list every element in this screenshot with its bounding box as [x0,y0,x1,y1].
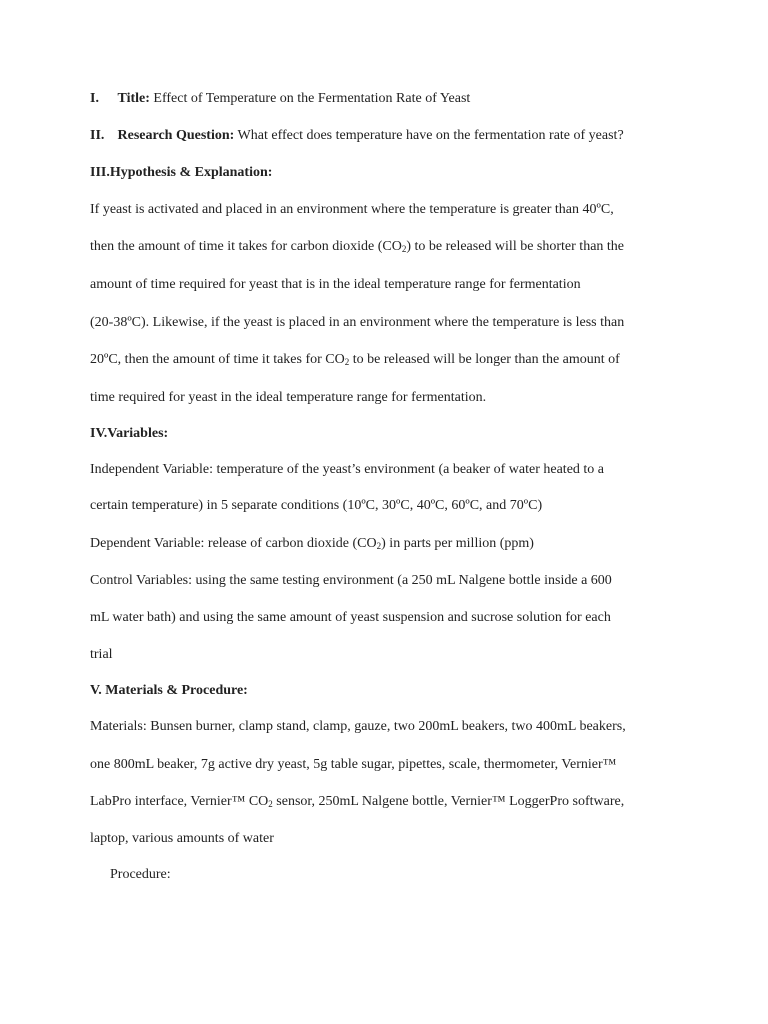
research-question-line [90,127,624,145]
text-run: ) in parts per million (ppm) [381,536,534,551]
section-number: I. [90,91,99,106]
subscript: 2 [376,541,382,551]
hypothesis-line-6: time required for yeast in the ideal temperature range for fermentation. [90,390,487,405]
section-label: Title: [117,91,150,106]
materials-line-4: laptop, various amounts of water [90,831,274,846]
control-variables-line-1: Control Variables: using the same testing environment (a 250 mL Nalgene bottle inside a 600 [90,573,612,588]
control-variables-line-2: mL water bath) and using the same amount of yeast suspension and sucrose solution for each [90,610,611,625]
text-run: sensor, 250mL Nalgene bottle, Vernier™ LoggerPro software, [272,794,625,809]
text-run: LabPro interface, Vernier™ CO [90,794,269,809]
research-question-text: What effect does temperature have on the fermentation rate of yeast? [237,128,624,143]
hypothesis-line-4: (20-38ºC). Likewise, if the yeast is placed in an environment where the temperature is less than [90,315,625,330]
text-run: Dependent Variable: release of carbon dioxide (CO [90,536,377,551]
text-run: to be released will be longer than the amount of [349,352,620,367]
section-label: Research Question: [117,128,235,143]
hypothesis-line-5 [90,351,620,369]
hypothesis-line-1: If yeast is activated and placed in an environment where the temperature is greater than 40ºC, [90,202,614,217]
independent-variable-line-1: Independent Variable: temperature of the yeast’s environment (a beaker of water heated to a [90,462,605,477]
independent-variable-line-2: certain temperature) in 5 separate conditions (10ºC, 30ºC, 40ºC, 60ºC, and 70ºC) [90,498,543,513]
title-text: Effect of Temperature on the Fermentation Rate of Yeast [153,91,471,106]
hypothesis-heading: III.Hypothesis & Explanation: [90,165,273,180]
text-run: then the amount of time it takes for carbon dioxide (CO [90,239,402,254]
subscript: 2 [401,244,407,254]
text-run: ) to be released will be shorter than the [406,239,625,254]
materials-heading: V. Materials & Procedure: [90,683,248,698]
control-variables-line-3: trial [90,647,113,662]
variables-heading: IV.Variables: [90,426,169,441]
materials-line-1: Materials: Bunsen burner, clamp stand, clamp, gauze, two 200mL beakers, two 400mL beakers, [90,719,626,734]
materials-line-3 [90,793,624,811]
section-number: II. [90,128,105,143]
procedure-label: Procedure: [110,867,171,882]
subscript: 2 [268,799,273,809]
title-line [90,90,470,108]
hypothesis-line-3: amount of time required for yeast that is in the ideal temperature range for fermentation [90,277,581,292]
dependent-variable-line [90,535,534,553]
hypothesis-line-2 [90,238,624,256]
subscript: 2 [344,357,350,367]
text-run: 20ºC, then the amount of time it takes for CO [90,352,345,367]
materials-line-2: one 800mL beaker, 7g active dry yeast, 5g table sugar, pipettes, scale, thermometer, Vernier™ [90,757,617,772]
